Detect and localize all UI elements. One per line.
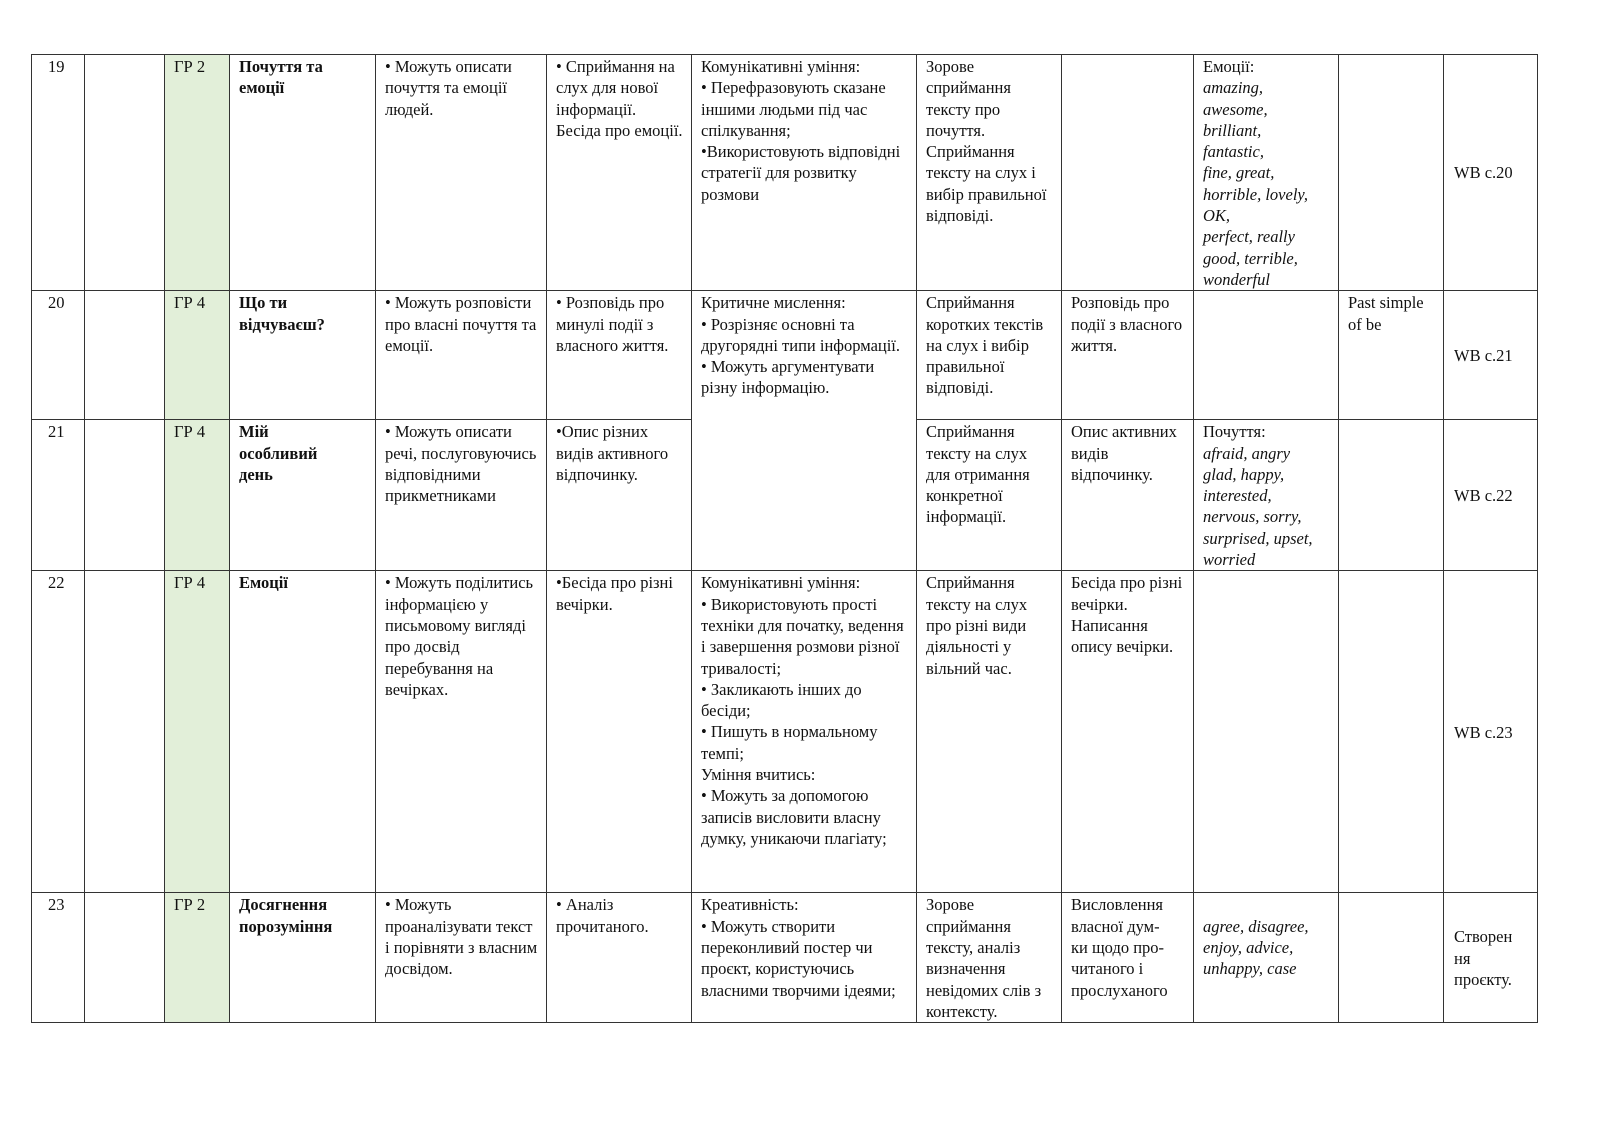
lesson-plan-table [31, 54, 1538, 1023]
vocabulary-words: amazing, awesome, brilliant, fantastic, fine, great, horrible, lovely, OK, perfect, really good, terrible, wonderful [1203, 78, 1308, 289]
vocabulary-cell [1194, 420, 1339, 571]
topic-cell: Мій особливий день [230, 420, 376, 571]
vocabulary-label: Почуття: [1203, 422, 1266, 442]
vocabulary-words: agree, disagree, enjoy, advice, unhappy, case [1203, 916, 1309, 979]
outcomes-cell: • Можуть проаналізувати текст і порівняти з власним досвідом. [376, 893, 547, 1023]
lesson-number-cell: 21 [32, 420, 85, 571]
vocabulary-label: Емоції: [1203, 57, 1255, 76]
listening-reading-cell: Сприймання коротких текстів на слух і вибір правильної відповіді. [917, 291, 1062, 420]
speaking-writing-cell: Опис активних видів відпочинку. [1062, 420, 1194, 571]
activity-cell: • Розповідь про минулі події з власного життя. [547, 291, 692, 420]
workbook-cell: WB c.21 [1444, 291, 1538, 420]
group-cell: ГР 4 [165, 420, 230, 571]
group-cell: ГР 2 [165, 55, 230, 291]
listening-reading-cell: Зорове сприймання тексту, аналіз визначення невідомих слів з контексту. [917, 893, 1062, 1023]
vocabulary-cell [1194, 893, 1339, 1023]
table-row [32, 571, 1538, 893]
workbook-cell: WB c.23 [1444, 571, 1538, 893]
vocabulary-cell [1194, 571, 1339, 893]
date-cell [85, 291, 165, 420]
vocabulary-words: afraid, angry glad, happy, interested, nervous, sorry, surprised, upset, worried [1203, 443, 1313, 570]
workbook-cell: Створен ня проєкту. [1444, 893, 1538, 1023]
lesson-number-cell: 19 [32, 55, 85, 291]
table-row [32, 55, 1538, 291]
date-cell [85, 893, 165, 1023]
group-cell: ГР 4 [165, 571, 230, 893]
workbook-cell: WB c.22 [1444, 420, 1538, 571]
skills-cell: Комунікативні уміння: • Використовують прості техніки для початку, ведення і завершення розмови різної тривалості; • Закликають інших до бесіди; • Пишуть в нормальному темпі; Уміння вчитись: • Можуть за допомогою записів висловити власну думку, уникаючи плагіату; [692, 571, 917, 893]
topic-cell: Досягнення порозуміння [230, 893, 376, 1023]
grammar-cell [1339, 571, 1444, 893]
speaking-writing-cell [1062, 55, 1194, 291]
activity-cell: •Бесіда про різні вечірки. [547, 571, 692, 893]
date-cell [85, 571, 165, 893]
lesson-number-cell: 20 [32, 291, 85, 420]
speaking-writing-cell: Висловлення власної дум- ки щодо про- читаного і прослуханого [1062, 893, 1194, 1023]
topic-cell: Емоції [230, 571, 376, 893]
workbook-cell: WB c.20 [1444, 55, 1538, 291]
speaking-writing-cell: Бесіда про різні вечірки. Написання опису вечірки. [1062, 571, 1194, 893]
activity-cell: • Аналіз прочитаного. [547, 893, 692, 1023]
vocabulary-cell [1194, 291, 1339, 420]
table-row [32, 291, 1538, 420]
group-cell: ГР 2 [165, 893, 230, 1023]
grammar-cell [1339, 893, 1444, 1023]
speaking-writing-cell: Розповідь про події з власного життя. [1062, 291, 1194, 420]
topic-cell: Почуття та емоції [230, 55, 376, 291]
outcomes-cell: • Можуть поділитись інформацією у письмовому вигляді про досвід перебування на вечірках. [376, 571, 547, 893]
grammar-cell [1339, 55, 1444, 291]
skills-cell: Комунікативні уміння: • Перефразовують сказане іншими людьми під час спілкування; •Використовують відповідні стратегії для розвитку розмови [692, 55, 917, 291]
vocabulary-cell [1194, 55, 1339, 291]
lesson-number-cell: 22 [32, 571, 85, 893]
outcomes-cell: • Можуть розповісти про власні почуття та емоції. [376, 291, 547, 420]
topic-cell: Що ти відчуваєш? [230, 291, 376, 420]
table-row [32, 893, 1538, 1023]
skills-cell: Критичне мислення: • Розрізняє основні та другорядні типи інформації. • Можуть аргументувати різну інформацію. [692, 291, 917, 571]
listening-reading-cell: Сприймання тексту на слух про різні види діяльності у вільний час. [917, 571, 1062, 893]
activity-cell: • Сприймання на слух для нової інформації. Бесіда про емоції. [547, 55, 692, 291]
grammar-cell [1339, 420, 1444, 571]
listening-reading-cell: Зорове сприймання тексту про почуття. Сприймання тексту на слух і вибір правильної відповіді. [917, 55, 1062, 291]
listening-reading-cell: Сприймання тексту на слух для отримання конкретної інформації. [917, 420, 1062, 571]
date-cell [85, 420, 165, 571]
activity-cell: •Опис різних видів активного відпочинку. [547, 420, 692, 571]
skills-cell: Креативність: • Можуть створити переконливий постер чи проєкт, користуючись власними творчими ідеями; [692, 893, 917, 1023]
outcomes-cell: • Можуть описати речі, послуговуючись відповідними прикметниками [376, 420, 547, 571]
lesson-number-cell: 23 [32, 893, 85, 1023]
grammar-cell: Past simple of be [1339, 291, 1444, 420]
group-cell: ГР 4 [165, 291, 230, 420]
outcomes-cell: • Можуть описати почуття та емоції людей. [376, 55, 547, 291]
date-cell [85, 55, 165, 291]
